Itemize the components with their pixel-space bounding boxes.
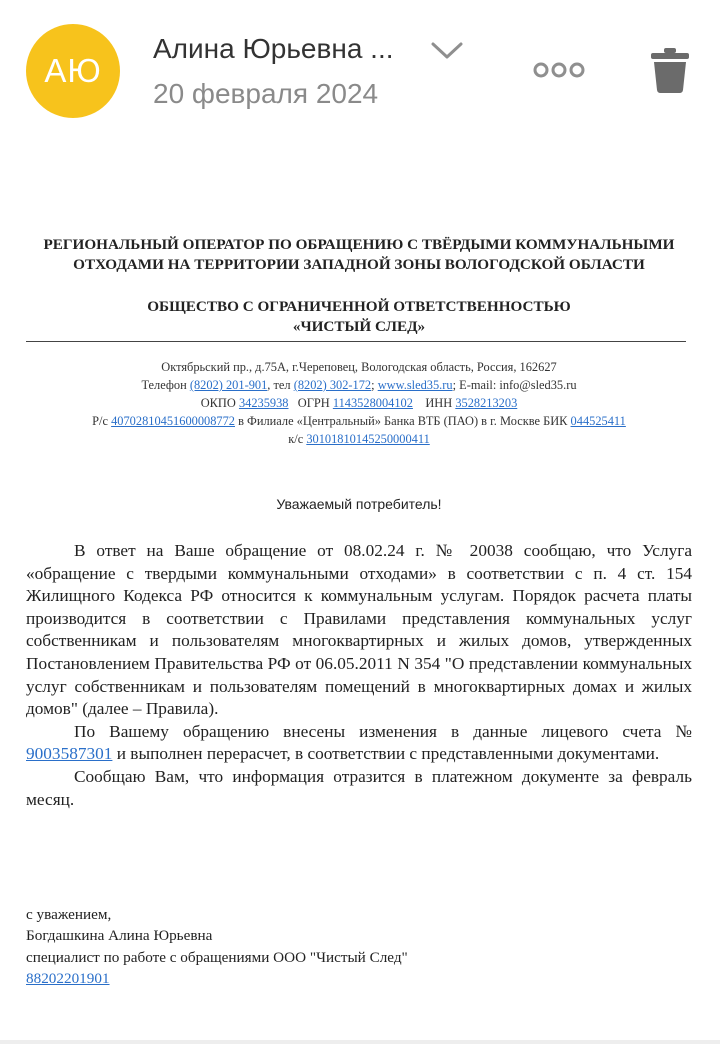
- trash-icon[interactable]: [648, 46, 692, 94]
- company-requisites: [26, 358, 692, 448]
- website-link[interactable]: www.sled35.ru: [377, 378, 453, 392]
- phone-label: Телефон: [141, 378, 187, 392]
- bottom-divider: [0, 1040, 720, 1044]
- bank-text: в Филиале «Центральный» Банка ВТБ (ПАО) в г. Москве БИК: [238, 414, 568, 428]
- signer-position: специалист по работе с обращениями ООО "Чистый След": [26, 948, 408, 966]
- phone-link-1[interactable]: (8202) 201-901: [189, 378, 268, 392]
- codes-line: [26, 394, 692, 412]
- closing: с уважением,: [26, 906, 112, 923]
- company-line-1: ОБЩЕСТВО С ОГРАНИЧЕННОЙ ОТВЕТСТВЕННОСТЬЮ: [147, 298, 571, 315]
- sender-avatar[interactable]: АЮ: [26, 24, 120, 118]
- email-text: ; E-mail: info@sled35.ru: [452, 378, 577, 392]
- ogrn-link[interactable]: 1143528004102: [332, 396, 413, 410]
- rs-label: Р/с: [92, 414, 108, 428]
- ks-label: к/с: [288, 432, 304, 446]
- ks-link[interactable]: 30101810145250000411: [306, 432, 430, 446]
- okpo-link[interactable]: 34235938: [238, 396, 289, 410]
- contacts-line: Телефон (8202) 201-901, тел (8202) 302-172; www.sled35.ru; E-mail: info@sled35.ru: [141, 378, 577, 392]
- letter-body: [26, 540, 692, 811]
- message-date: 20 февраля 2024: [153, 78, 379, 109]
- rs-link[interactable]: 40702810451600008772: [111, 414, 235, 428]
- bik-link[interactable]: 044525411: [570, 414, 626, 428]
- message-header: [0, 0, 720, 130]
- address-line: Октябрьский пр., д.75А, г.Череповец, Вологодская область, Россия, 162627: [161, 360, 557, 374]
- ogrn-label: ОГРН: [297, 396, 330, 410]
- bank-line: [26, 412, 692, 430]
- letter-document: [26, 235, 692, 811]
- account-number-link[interactable]: 9003587301: [26, 744, 113, 764]
- company-heading: [26, 297, 692, 337]
- paragraph-2-start: По Вашему обращению внесены изменения в данные лицевого счета №: [74, 721, 692, 741]
- paragraph-2-end: и выполнен перерасчет, в соответствии с представленными документами.: [116, 744, 660, 764]
- phone-link-2[interactable]: (8202) 302-172: [293, 378, 372, 392]
- greeting: Уважаемый потребитель!: [276, 496, 442, 512]
- inn-link[interactable]: 3528213203: [455, 396, 518, 410]
- org-line-2: ОТХОДАМИ НА ТЕРРИТОРИИ ЗАПАДНОЙ ЗОНЫ ВОЛОГОДСКОЙ ОБЛАСТИ: [73, 256, 645, 273]
- signature-block: [26, 904, 408, 989]
- signer-name: Богдашкина Алина Юрьевна: [26, 927, 213, 945]
- phone-separator: , тел: [267, 378, 291, 392]
- paragraph-1: В ответ на Ваше обращение от 08.02.24 г. № 20038 сообщаю, что Услуга «обращение с твердыми коммунальными отходами» в соответствии с п. 4 ст. 154 Жилищного Кодекса РФ относится к коммунальным услугам. Порядок расчета платы производится в соответствии с Правилами представления коммунальных услуг собственникам и пользователям многоквартирных и жилых домов, утвержденных Постановлением Правительства РФ от 06.05.2011 N 354 "О представлении коммунальных услуг собственникам и пользователям помещений в многоквартирных домах и жилых домов" (далее – Правила).: [26, 541, 692, 719]
- okpo-label: ОКПО: [200, 396, 236, 410]
- paragraph-3: Сообщаю Вам, что информация отразится в платежном документе за февраль месяц.: [26, 766, 692, 809]
- divider: [26, 341, 686, 342]
- inn-label: ИНН: [425, 396, 453, 410]
- paragraph-2: [26, 721, 692, 766]
- signer-phone-link[interactable]: 88202201901: [26, 969, 110, 987]
- regional-operator-heading: [26, 235, 692, 275]
- org-line-1: РЕГИОНАЛЬНЫЙ ОПЕРАТОР ПО ОБРАЩЕНИЮ С ТВЁРДЫМИ КОММУНАЛЬНЫМИ: [43, 236, 675, 253]
- company-line-2: «ЧИСТЫЙ СЛЕД»: [292, 318, 426, 335]
- sender-name[interactable]: Алина Юрьевна ...: [153, 33, 394, 64]
- more-options-icon[interactable]: [532, 56, 586, 84]
- chevron-down-icon[interactable]: [430, 40, 464, 62]
- ks-line: [26, 430, 692, 448]
